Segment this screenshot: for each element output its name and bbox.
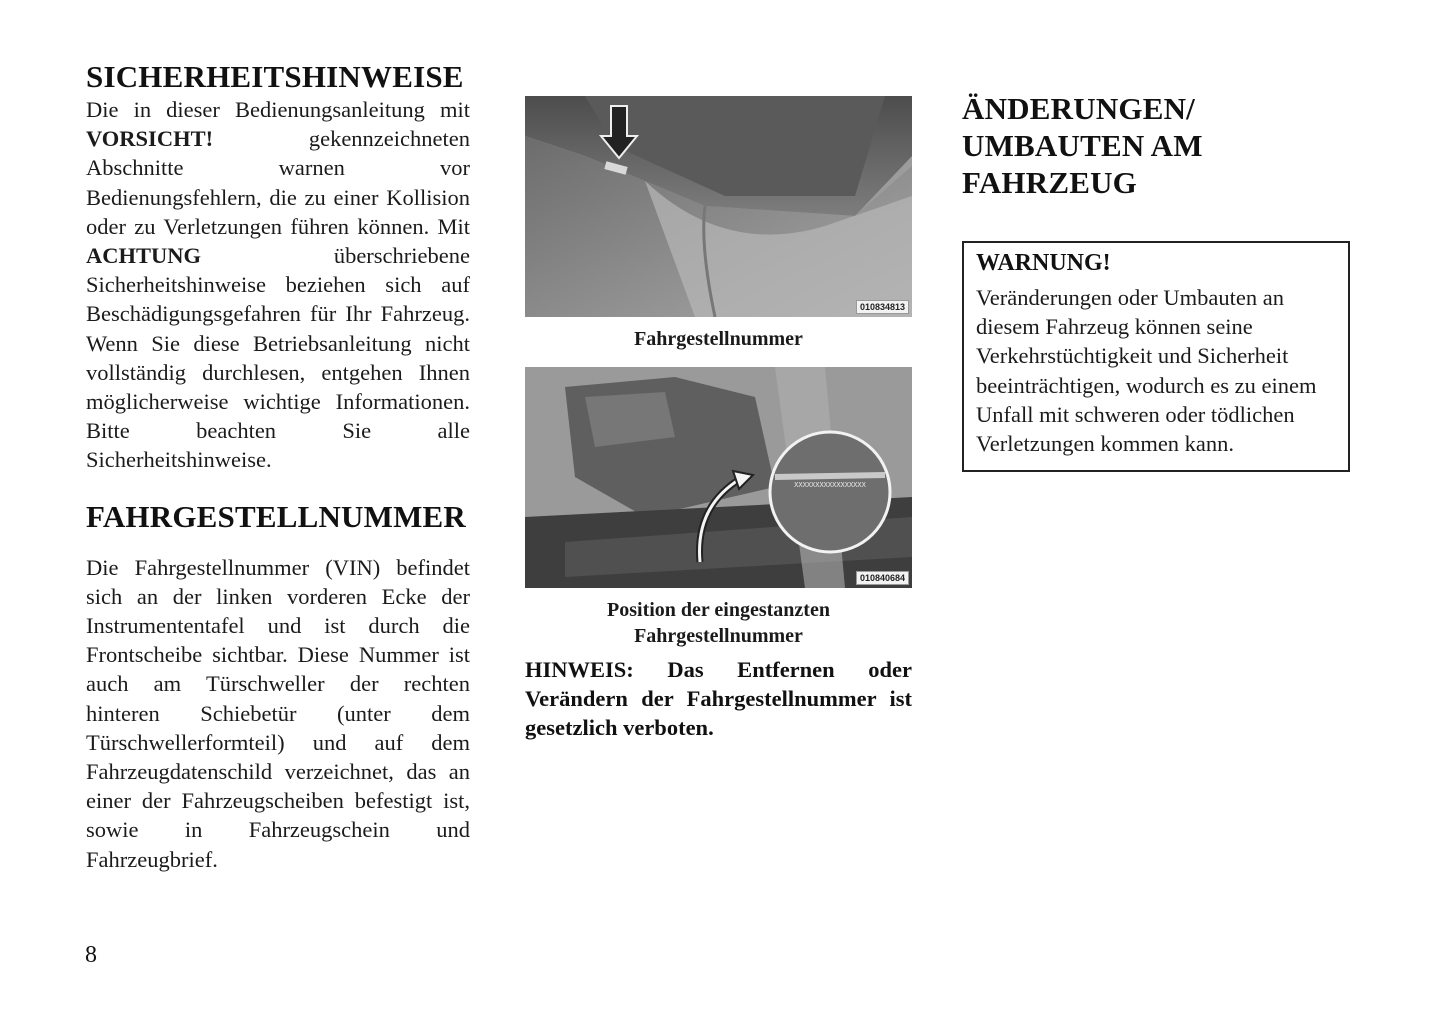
figure-caption-2: Position der eingestanzten Fahrgestellnummer [607, 599, 830, 647]
dashboard-illustration [525, 96, 912, 317]
doorsill-illustration [525, 367, 912, 588]
hinweis-note: HINWEIS: Das Entfernen oder Verändern der Fahrgestellnummer ist gesetzlich verboten. [525, 657, 912, 741]
figure-code-1: 010834813 [856, 300, 909, 314]
changes-heading-line3: FAHRZEUG [962, 165, 1137, 200]
middle-column [525, 96, 912, 765]
vin-heading: FAHRGESTELLNUMMER [86, 498, 467, 534]
stamp-text: XXXXXXXXXXXXXXXXX [794, 481, 866, 489]
warning-box [962, 241, 1350, 472]
changes-heading [962, 90, 1348, 201]
safety-heading: SICHERHEITSHINWEISE [86, 59, 464, 94]
safety-paragraph [86, 95, 470, 475]
right-column [962, 90, 1348, 472]
figure-caption-1: Fahrgestellnummer [634, 328, 803, 350]
safety-text-2: gekennzeichneten Abschnitte warnen vor Bedienungsfehlern, die zu einer Kollision oder zu Verletzungen führen können. Mit [86, 126, 470, 239]
changes-heading-line1: ÄNDERUNGEN/ [962, 91, 1195, 126]
left-column [86, 58, 470, 874]
warning-text: Veränderungen oder Umbauten an diesem Fahrzeug können seine Verkehrstüchtigkeit und Sicherheit beeinträchtigen, wodurch es zu einem Unfall mit schweren oder tödlichen Verletzungen kommen kann. [976, 285, 1317, 457]
achtung-label: ACHTUNG [86, 243, 202, 269]
vorsicht-label: VORSICHT! [86, 126, 214, 152]
figure-code-2: 010840684 [856, 571, 909, 585]
changes-heading-line2: UMBAUTEN AM [962, 128, 1203, 163]
vin-dashboard-photo [525, 96, 912, 317]
warning-title: WARNUNG! [976, 250, 1111, 276]
safety-text-3: überschriebene Sicherheitshinweise beziehen sich auf Beschädigungsgefahren für Ihr Fahrzeug. Wenn Sie diese Betriebsanleitung nicht vollständig durchlesen, entgehen Ihnen möglicherweise wichtige Informationen. Bitte beachten Sie alle Sicherheitshinweise. [86, 243, 470, 473]
safety-text-1: Die in dieser Bedienungsanleitung mit [86, 97, 470, 122]
vin-paragraph: Die Fahrgestellnummer (VIN) befindet sich an der linken vorderen Ecke der Instrumententafel und ist durch die Frontscheibe sichtbar. Diese Nummer ist auch am Türschweller der rechten hinteren Schiebetür (unter dem Türschwellerformteil) und auf dem Fahrzeugdatenschild verzeichnet, das an einer der Fahrzeugscheiben befestigt ist, sowie in Fahrzeugschein und Fahrzeugbrief. [86, 554, 470, 872]
vin-doorsill-photo [525, 367, 912, 588]
page-number: 8 [85, 942, 97, 968]
